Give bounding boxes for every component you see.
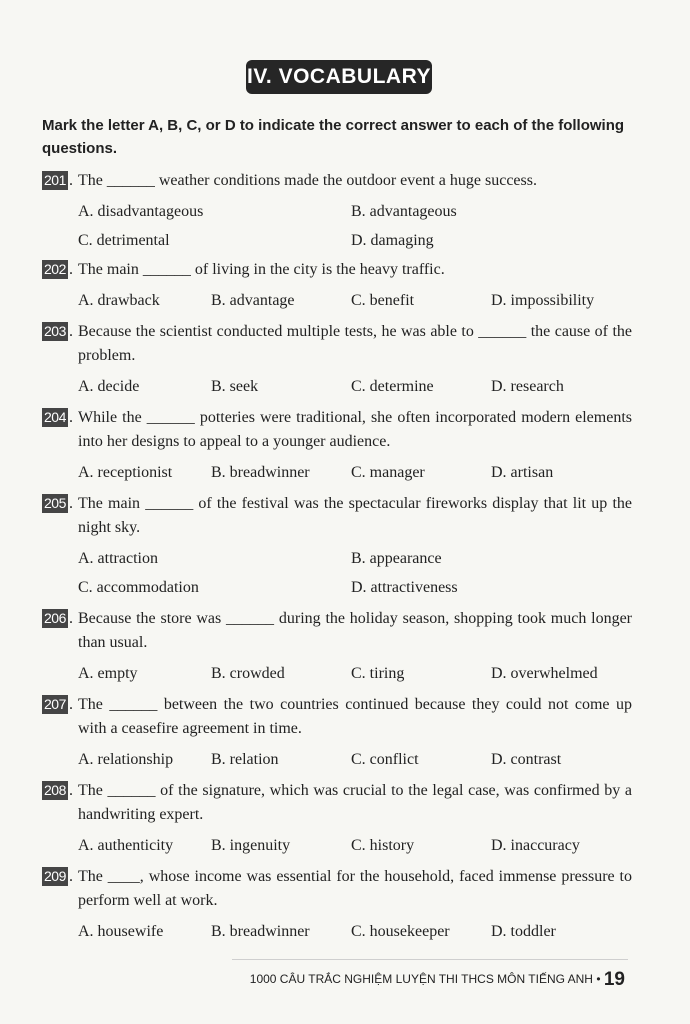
question-number: 203 [44,323,66,339]
question-text: The ______ weather conditions made the outdoor event a huge success. [78,172,537,189]
question-209: 209 . The ____, whose income was essential for the household, faced immense pressure to perform well at work. A. housewife B. breadwinner C. housekeeper D. toddler [42,865,632,944]
answer-options [78,748,632,772]
answer-options [78,289,632,313]
option-d[interactable]: D. toddler [491,923,556,940]
option-c[interactable]: C. housekeeper [351,923,450,940]
option-c[interactable]: C. tiring [351,665,405,682]
option-c[interactable]: C. detrimental [78,232,170,249]
option-b[interactable]: B. breadwinner [211,923,310,940]
option-b[interactable]: B. relation [211,751,279,768]
footer-divider [232,959,628,960]
question-number: 207 [44,696,66,712]
question-text: Because the store was ______ during the holiday season, shopping took much longer than usual. [78,610,632,651]
option-d[interactable]: D. damaging [351,232,434,249]
option-c[interactable]: C. accommodation [78,579,199,596]
option-b[interactable]: B. breadwinner [211,464,310,481]
page-footer [250,966,625,993]
option-d[interactable]: D. attractiveness [351,579,458,596]
option-c[interactable]: C. determine [351,378,434,395]
option-d[interactable]: D. overwhelmed [491,665,598,682]
section-title: IV. VOCABULARY [246,60,432,94]
option-c[interactable]: C. benefit [351,292,415,309]
option-a[interactable]: A. empty [78,665,138,682]
option-d[interactable]: D. contrast [491,751,562,768]
question-number: 201 [44,172,66,188]
question-text: The ______ between the two countries continued because they could not come up with a ceasefire agreement in time. [78,696,632,737]
question-text: While the ______ potteries were traditional, she often incorporated modern elements into her designs to appeal to a younger audience. [78,409,632,450]
question-202: 202 . The main ______ of living in the city is the heavy traffic. A. drawback B. advantage C. benefit D. impossibility [42,258,632,313]
option-c[interactable]: C. conflict [351,751,419,768]
option-b[interactable]: B. advantage [211,292,295,309]
question-207: 207 . The ______ between the two countries continued because they could not come up with a ceasefire agreement in time. A. relationship B. relation C. conflict D. contrast [42,693,632,772]
question-text: The main ______ of living in the city is the heavy traffic. [78,261,445,278]
option-b[interactable]: B. ingenuity [211,837,291,854]
question-number: 208 [44,782,66,798]
option-a[interactable]: A. housewife [78,923,164,940]
question-206: 206 . Because the store was ______ during the holiday season, shopping took much longer than usual. A. empty B. crowded C. tiring D. overwhelmed [42,607,632,686]
option-d[interactable]: D. research [491,378,564,395]
question-number: 205 [44,495,66,511]
option-c[interactable]: C. manager [351,464,425,481]
question-number: 202 [44,261,66,277]
option-a[interactable]: A. receptionist [78,464,173,481]
question-text: The ____, whose income was essential for the household, faced immense pressure to perform well at work. [78,868,632,909]
option-b[interactable]: B. seek [211,378,259,395]
option-a[interactable]: A. authenticity [78,837,174,854]
question-number: 209 [44,868,66,884]
answer-options [78,375,632,399]
option-c[interactable]: C. history [351,837,415,854]
question-text: The ______ of the signature, which was crucial to the legal case, was confirmed by a handwriting expert. [78,782,632,823]
answer-options [78,662,632,686]
question-number: 204 [44,409,66,425]
answer-options [78,461,632,485]
option-b[interactable]: B. crowded [211,665,285,682]
answer-options [78,920,632,944]
option-a[interactable]: A. relationship [78,751,174,768]
page-number: 19 [603,969,625,990]
option-a[interactable]: A. disadvantageous [78,203,204,220]
question-text: Because the scientist conducted multiple tests, he was able to ______ the cause of the problem. [78,323,632,364]
footer-bullet: • [596,972,601,986]
question-203: 203 . Because the scientist conducted multiple tests, he was able to ______ the cause of the problem. A. decide B. seek C. determine D. research [42,320,632,399]
option-a[interactable]: A. attraction [78,550,158,567]
question-text: The main ______ of the festival was the spectacular fireworks display that lit up the night sky. [78,495,632,536]
question-208: 208 . The ______ of the signature, which was crucial to the legal case, was confirmed by a handwriting expert. A. authenticity B. ingenuity C. history D. inaccuracy [42,779,632,858]
question-number: 206 [44,610,66,626]
option-d[interactable]: D. artisan [491,464,554,481]
option-d[interactable]: D. impossibility [491,292,595,309]
instruction-text: Mark the letter A, B, C, or D to indicate the correct answer to each of the following questions. [42,117,625,157]
answer-options [78,547,632,602]
option-b[interactable]: B. appearance [351,550,442,567]
option-b[interactable]: B. advantageous [351,203,457,220]
option-d[interactable]: D. inaccuracy [491,837,580,854]
option-a[interactable]: A. drawback [78,292,160,309]
question-205: 205 . The main ______ of the festival was the spectacular fireworks display that lit up the night sky. A. attraction B. appearance C. accommodation D. attractiveness [42,492,632,602]
question-201: 201 . The ______ weather conditions made the outdoor event a huge success. A. disadvantageous B. advantageous C. detrimental D. damaging [42,169,632,255]
book-title: 1000 CÂU TRẮC NGHIỆM LUYỆN THI THCS MÔN TIẾNG ANH [249,972,593,986]
answer-options [78,834,632,858]
option-a[interactable]: A. decide [78,378,140,395]
answer-options [78,200,632,255]
question-204: 204 . While the ______ potteries were traditional, she often incorporated modern elements into her designs to appeal to a younger audience. A. receptionist B. breadwinner C. manager D. artisan [42,406,632,485]
